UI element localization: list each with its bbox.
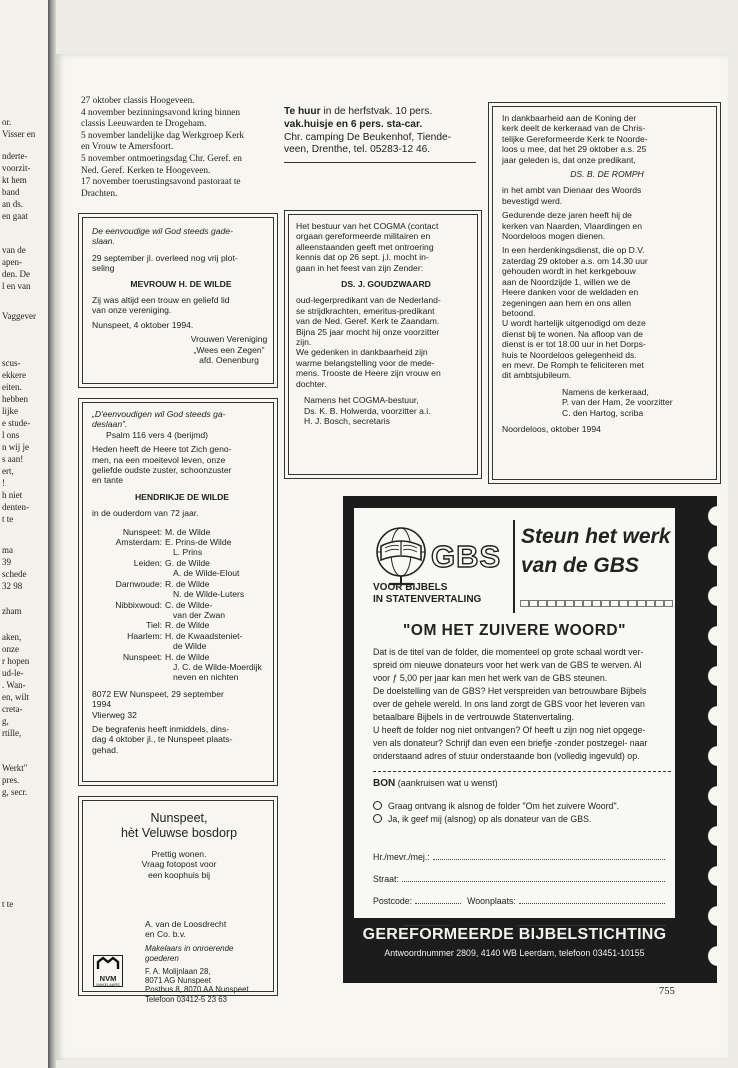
opposite-page-fragment: t te [2,514,14,524]
nvm-logo [93,955,123,987]
family-name: A. de Wilde-Elout [173,568,240,579]
gbs-ad-panel [354,508,675,928]
nunspeet-tagline-line: goederen [145,953,179,963]
opposite-page-fragment: l ons [2,430,20,440]
cogma-signature-line: Namens het COGMA-bestuur, [304,395,419,406]
nunspeet-title-line: hèt Veluwse bosdorp [120,826,238,840]
cogma-intro-line: orgaan gereformeerde militairen en [296,231,431,242]
gbs-logo-caption [373,582,481,605]
opposite-page-fragment: denten- [2,502,29,512]
hw-name: HENDRIKJE DE WILDE [134,491,230,502]
gbs-caption-line: VOOR BIJBELS [373,582,448,593]
wh-intro-line: seling [92,263,115,274]
romph-text-line: aan de Noordzijde 1, willen we de [502,276,631,287]
gbs-body [373,646,673,763]
family-place: Tiel: [146,620,162,631]
gbs-bon-heading [373,778,498,789]
bon-field-input[interactable] [402,880,665,882]
romph-text-line: Noordeloos mogen dienen. [502,231,606,242]
stamp-edge-scallop [708,666,718,686]
stamp-perforation [664,600,673,607]
stamp-perforation [592,600,601,607]
family-name: H. de Kwaadsteniet- [165,630,243,641]
family-row [92,537,272,558]
opposite-page-fragment: creta- [2,704,23,714]
romph-signature-line: P. van der Ham, 2e voorzitter [562,397,673,408]
stamp-perforation [646,600,655,607]
romph-text-line: zaterdag 29 oktober a.s. om 14.30 uur [502,255,648,266]
stamp-edge-scallop [708,546,718,566]
agenda-line: 5 november ontmoetingsdag Chr. Geref. en [81,153,242,164]
romph-intro-line: jaar geleden is, dat onze predikant, [502,154,636,165]
stamp-perforation [655,600,664,607]
family-row [92,631,272,652]
family-place: Amsterdam: [115,537,162,548]
cogma-body-line: se strijdkrachten, emeritus-predikant [296,305,435,316]
family-place: Nibbixwoud: [115,599,162,610]
book-gutter [48,0,56,1068]
nunspeet-tagline-line: Makelaars in onroerende [145,944,234,953]
opposite-page-fragment: 32 98 [2,581,23,591]
romph-signature-line: Namens de kerkeraad, [562,386,649,397]
nunspeet-title-line: Nunspeet, [150,811,208,825]
opposite-page-fragment: en gaat [2,211,28,221]
stamp-edge-scallop [708,946,718,966]
bon-field-row [373,840,671,862]
hw-address-line: Vlierweg 32 [92,709,137,720]
te-huur-address: Chr. camping De Beukenhof, Tiende- [284,131,452,143]
gbs-body-line: spreid om nieuwe donateurs voor het werk van de GBS te werven. Al [373,660,642,670]
bon-field-label: Datum: [373,918,402,928]
opposite-page-fragment: den. De [2,269,30,279]
stamp-perforation [520,600,529,607]
stamp-edge-scallop [708,786,718,806]
cogma-intro-line: Het bestuur van het COGMA (contact [296,221,439,231]
opposite-page-fragment: Werkt" [2,763,28,773]
cogma-signature-line: Ds. K. B. Holwerda, voorzitter a.i. [304,405,431,416]
family-row [92,620,272,630]
romph-text-line: bevestigd werd. [502,195,563,206]
stamp-perforation [538,600,547,607]
bon-field-label: Hr./mevr./mej.: [373,852,430,862]
bon-field-label: Woonplaats: [467,896,516,906]
gbs-logo [373,522,503,590]
gbs-divider [513,520,515,613]
stamp-perforation [547,600,556,607]
romph-text-line: U wordt hartelijk uitgenodigd om deze [502,318,646,329]
family-row [92,600,272,621]
family-row [92,558,272,579]
opposite-page-fragment: band [2,187,20,197]
romph-text-line: dienst bij te wonen. Na afloop van de [502,328,643,339]
opposite-page-fragment: lijke [2,406,18,416]
wh-body-line: van onze vereniging. [92,305,172,316]
checkbox-circle-icon[interactable] [373,814,382,823]
opposite-page-fragment: e stude- [2,418,31,428]
hw-quote-line: deslaan”. [92,419,128,430]
family-name: L. Prins [173,547,203,558]
family-place: Nunspeet: [122,651,162,662]
nvm-house-icon [95,956,121,970]
stamp-edge-scallop [708,706,718,726]
bon-field-label: Straat: [373,874,399,884]
opposite-page-fragment: . Wan- [2,680,26,690]
opposite-page-fragment: ma [2,545,13,555]
opposite-page-fragment: rtille, [2,728,22,738]
romph-intro-line: kerk deelt de kerkeraad van de Chris- [502,123,646,134]
family-name: G. de Wilde [165,557,210,568]
family-row [92,579,272,600]
ad-de-romph [488,102,721,484]
opposite-page-fragment: 39 [2,557,11,567]
gbs-title: "OM HET ZUIVERE WOORD" [403,622,626,639]
cogma-body-line: Bijna 25 jaar mocht hij onze voorzitter [296,326,440,337]
hw-age: in de ouderdom van 72 jaar. [92,508,199,519]
cogma-body-line: mens. Trooste de Heere zijn vrouw en [296,368,441,379]
agenda-line: 5 november landelijke dag Werkgroep Kerk [81,130,245,141]
hw-quote-line: „D'eenvoudigen wil God steeds ga- [92,409,226,419]
wh-name: MEVROUW H. DE WILDE [130,278,232,289]
stamp-edge-scallop [708,586,718,606]
gbs-body-line: voor ƒ 5,00 per jaar kan men het werk van de GBS steunen. [373,673,608,683]
nunspeet-sub-line: Vraag fotopost voor [141,859,217,870]
stamp-perforation [529,600,538,607]
hw-closing-line: gehad. [92,744,119,755]
wh-signature-line: Vrouwen Vereniging [190,334,268,345]
family-row [92,652,272,683]
nunspeet-address-line: F. A. Molijnlaan 28, [145,967,211,976]
wh-quote-line: De eenvoudige wil God steeds gade- [92,226,233,236]
stamp-perforation [574,600,583,607]
gbs-footer-address: Antwoordnummer 2809, 4140 WB Leerdam, telefoon 03451-10155 [384,948,645,958]
family-place: Haarlem: [127,630,162,641]
opposite-page-fragment: n wij je [2,442,29,452]
stamp-edge-scallop [708,506,718,526]
family-place: Darnwoude: [115,578,162,589]
family-name: C. de Wilde- [165,599,213,610]
agenda-line: 27 oktober classis Hoogeveen. [81,96,195,106]
cogma-body-line: van de Ned. Geref. Kerk te Zaandam. [296,316,440,327]
cg-name: DS. J. GOUDZWAARD [341,279,431,290]
hw-intro-line: geliefde oudste zuster, schoonzuster [92,465,232,476]
gbs-headline-line: Steun het werk [521,525,671,548]
opposite-page-fragment: or. [2,117,12,127]
wh-signature-line: afd. Oenenburg [199,355,259,366]
hw-closing-line: De begrafenis heeft inmiddels, dins- [92,723,230,734]
opposite-page-fragment: ert, [2,466,14,476]
bon-field-input[interactable] [519,902,665,904]
bon-option[interactable] [373,813,619,826]
opposite-page-fragment: voorzit- [2,163,31,173]
cogma-body-line: oud-legerpredikant van de Nederland- [296,295,441,306]
stamp-row [520,599,673,608]
gbs-body-line: Dat is de titel van de folder, die momenteel op grote schaal wordt ver- [373,647,644,657]
stamp-perforation [637,600,646,607]
bon-field-label: Handtekening: [456,918,514,928]
opposite-page-fragment: t te [2,899,14,909]
opposite-page-fragment: van de [2,245,26,255]
page-number: 755 [659,986,675,997]
family-name: de Wilde [173,641,207,652]
bon-field-row [373,884,671,906]
wh-date: Nunspeet, 4 oktober 1994. [92,319,194,330]
opposite-page-fragment: l en van [2,281,31,291]
stamp-perforation [610,600,619,607]
hw-psalm: Psalm 116 vers 4 (berijmd) [106,429,209,440]
romph-text-line: Gedurende deze jaren heeft hij de [502,210,632,221]
stamp-edge-scallop [708,626,718,646]
romph-text-line: zegeningen aan hem en ons allen [502,297,632,308]
opposite-page-fragment: ud-le- [2,668,24,678]
opposite-page-fragment: Vaggever [2,311,36,321]
cogma-signature-line: H. J. Bosch, secretaris [304,415,390,426]
family-name: R. de Wilde [165,620,210,631]
cogma-intro-line: kennis dat op 26 sept. j.l. mocht in- [296,252,429,263]
opposite-page-fragment: hebben [2,394,28,404]
romph-name: DS. B. DE ROMPH [570,169,644,180]
agenda-line: Drachten. [81,188,118,199]
nunspeet-company-line: A. van de Loosdrecht [145,919,227,929]
bon-option[interactable] [373,800,619,813]
agenda [81,96,286,200]
checkbox-circle-icon[interactable] [373,801,382,810]
agenda-line: 4 november bezinningsavond kring binnen [81,107,241,118]
opposite-page-fragment: h niet [2,490,23,500]
nvm-logo-text: NVM [99,974,117,983]
bon-field-input[interactable] [415,902,461,904]
opposite-page-fragment: zham [2,606,22,616]
cogma-body-line: We gedenken in dankbaarheid zijn [296,347,428,358]
opposite-page-fragment: en, wilt [2,692,29,702]
ad-nunspeet-makelaar [78,796,278,1004]
cogma-body-line: warme belangstelling voor de mede- [296,357,435,368]
romph-intro-line: loos u mee, dat het 29 oktober a.s. 25 [502,144,647,155]
nunspeet-address-line: 8071 AG Nunspeet [145,976,211,986]
family-name: R. de Wilde [165,578,210,589]
gbs-body-line: over de gehele wereld. In ons land zorgt de GBS voor het leveren van [373,699,645,709]
romph-text-line: kerken van Naarden, Vlaardingen en [502,220,642,231]
nunspeet-sub-line: een koophuis bij [147,869,211,880]
stamp-perforation [619,600,628,607]
opposite-page-fragment: onze [2,644,19,654]
opposite-page-fragment: ekkere [2,370,26,380]
bon-field-label: Postcode: [373,896,413,906]
gbs-footer-title: GEREFORMEERDE BIJBELSTICHTING [362,926,667,943]
hw-address-line: 1994 [92,699,112,710]
romph-text-line: dit ambtsjubileum. [502,370,572,381]
nunspeet-address-line: Postbus 8, 8070 AA Nunspeet [145,985,249,995]
bon-option-label: Ja, ik geef mij (alsnog) op als donateur van de GBS. [388,814,592,824]
gbs-advertisement [343,496,717,983]
stamp-edge-scallop [708,906,718,926]
stamp-perforation [565,600,574,607]
gbs-dashed-line [373,771,671,772]
hw-closing-line: dag 4 oktober jl., te Nunspeet plaats- [92,734,233,745]
family-row [92,527,272,537]
opposite-page-fragment: an ds. [2,199,23,209]
agenda-line: classis Leeuwarden te Drogeham. [81,119,207,130]
opposite-page-fragment: apen- [2,257,22,267]
cogma-intro-line: gaan in het feest van zijn Zender: [296,262,424,273]
gbs-logo-text: GBS [431,539,502,574]
bon-option-label: Graag ontvang ik alsnog de folder "Om het zuivere Woord". [388,801,620,811]
opposite-page-fragment: nderte- [2,151,28,161]
romph-intro-line: In dankbaarheid aan de Koning der [502,113,637,123]
gbs-body-line: onderstaand adres of stuur onderstaande bon (volledig ingevuld) op. [373,751,640,761]
family-name: J. C. de Wilde-Moerdijk [173,661,262,672]
wh-body-line: Zij was altijd een trouw en geliefd lid [92,295,230,306]
bon-note: (aankruisen wat u wenst) [395,778,498,788]
hw-intro-line: en tante [92,475,124,486]
opposite-page-fragment: aken, [2,632,22,642]
gbs-body-line: U heeft de folder nog niet ontvangen? Of heeft u zijn nog niet opgege- [373,725,646,735]
opposite-page-fragment: schede [2,569,27,579]
family-name: N. de Wilde-Luters [173,589,245,600]
romph-text-line: huis te Noordeloos gelegenheid ds. [502,349,637,360]
ad-cogma [284,210,482,479]
nunspeet-company-line: en Co. b.v. [145,929,186,940]
opposite-page-fragment: g, [2,716,9,726]
nunspeet-sub-line: Prettig wonen. [151,849,207,859]
stamp-edge-scallop [708,826,718,846]
opposite-page-edge [0,0,52,1068]
opposite-page-fragment: ! [2,478,5,488]
page [56,54,728,1060]
opposite-page-fragment: g, secr. [2,787,28,797]
wh-quote-line: slaan. [92,236,115,247]
family-name: E. Prins-de Wilde [165,537,232,548]
opposite-page-fragment: kt hem [2,175,27,185]
stamp-edge-scallop [708,746,718,766]
bon-field-row [373,862,671,884]
te-huur-keyword: Te huur [284,106,321,117]
romph-text-line: dienst is er tot 18.00 uur in het Dorps- [502,339,646,350]
romph-text-line: in het ambt van Dienaar des Woords [502,185,642,196]
hw-intro-line: men, na een moeitevol leven, onze [92,454,226,465]
cogma-body-line: dochter. [296,378,327,389]
hw-intro-line: Heden heeft de Heere tot Zich geno- [92,444,232,455]
opposite-page-fragment: r hopen [2,656,30,666]
te-huur-bold: vak.huisje en 6 pers. sta-car. [284,118,423,130]
family-name: neven en nichten [173,672,239,683]
opposite-page-fragment: eiten. [2,382,22,392]
family-place: Leiden: [133,557,162,568]
gbs-caption-line: IN STATENVERTALING [373,593,482,605]
opposite-page-fragment: scus- [2,358,21,368]
ad-mevrouw-de-wilde [78,213,278,388]
te-huur-phone: veen, Drenthe, tel. 05283-12 46. [284,144,431,156]
gbs-headline [521,522,670,580]
family-name: M. de Wilde [165,526,211,537]
gbs-body-line: ven als donateur? Schrijf dan even een briefje -zonder postzegel- naar [373,738,648,748]
romph-intro-line: telijke Gereformeerde Kerk te Noorde- [502,133,648,144]
stamp-perforation [628,600,637,607]
romph-text-line: gehouden wordt in het kerkgebouw [502,266,636,277]
bon-field-input[interactable] [433,858,665,860]
romph-signature-line: C. den Hartog, scriba [562,407,644,418]
romph-text-line: In een herdenkingsdienst, die op D.V. [502,245,645,256]
nunspeet-address-line: Telefoon 03412-5 23 63 [145,994,227,1004]
nvm-logo-sub: MAKELAARS [96,983,120,987]
family-name: H. de Wilde [165,651,210,662]
gbs-body-line: De doelstelling van de GBS? Het verspreiden van betrouwbare Bijbels [373,686,647,696]
agenda-line: en Vrouw te Amersfoort. [81,142,174,153]
stamp-perforation [556,600,565,607]
gbs-body-line: betaalbare Bijbels in de vertrouwde Statenvertaling. [373,712,574,722]
wh-intro-line: 29 september jl. overleed nog vrij plot- [92,252,238,263]
cogma-intro-line: alleenstaanden geeft met ontroering [296,241,434,252]
romph-date: Noordeloos, oktober 1994 [502,423,601,434]
romph-text-line: en mevr. De Romph te feliciteren met [502,359,644,370]
agenda-line: Ned. Geref. Kerken te Hoogeveen. [81,165,211,176]
romph-text-line: Heere danken voor de weldaden en [502,287,639,298]
bon-label: BON [373,778,396,789]
te-huur-text: in de herfstvak. 10 pers. [320,106,433,117]
opposite-page-fragment: pres. [2,775,20,785]
opposite-page-fragment: s aan! [2,454,24,464]
stamp-edge-scallop [708,866,718,886]
family-place: Nunspeet: [122,526,162,537]
gbs-headline-line: van de GBS [521,554,639,577]
cogma-body-line: zijn. [296,337,312,348]
stamp-perforation [583,600,592,607]
hw-address-line: 8072 EW Nunspeet, 29 september [92,688,224,699]
family-name: van der Zwan [173,609,226,620]
opposite-page-fragment: Visser en [2,129,36,139]
romph-text-line: betoond. [502,307,536,318]
classified-te-huur [284,106,480,157]
bon-field-row [373,906,671,928]
agenda-line: 17 november toerustingsavond pastoraat te [81,177,241,188]
wh-signature-line: „Wees een Zegen” [193,344,265,355]
stamp-perforation [601,600,610,607]
ad-hendrikje-de-wilde [78,398,278,786]
